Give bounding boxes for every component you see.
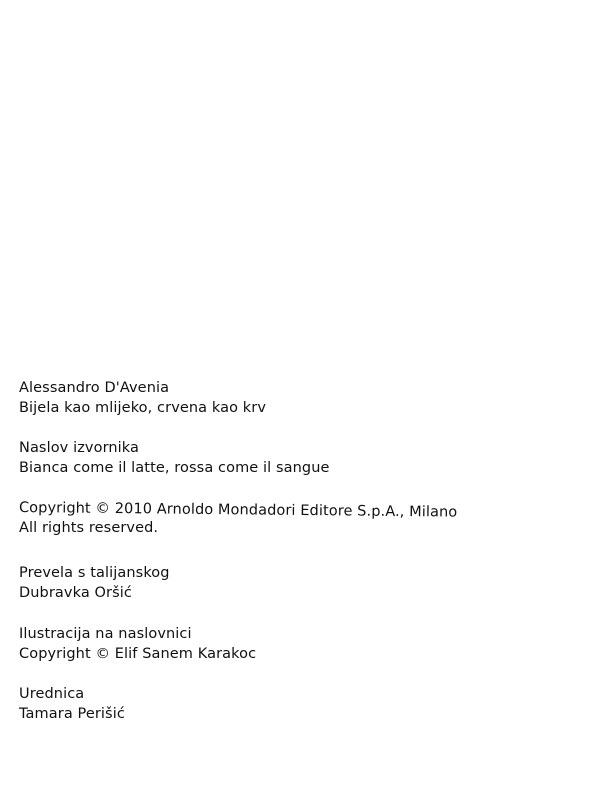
translation-block: [19, 563, 579, 603]
author-block: [19, 378, 579, 418]
editor-label: Urednica: [19, 686, 85, 702]
translation-label: Prevela s talijanskog: [19, 565, 170, 581]
cover-illustration-block: [19, 624, 579, 664]
author-name: Alessandro D'Avenia: [19, 380, 170, 396]
translated-title: Bijela kao mlijeko, crvena kao krv: [19, 400, 267, 416]
editor-name: Tamara Perišić: [19, 706, 125, 722]
original-title-value: Bianca come il latte, rossa come il sangue: [19, 460, 330, 476]
copyright-notice: Copyright © 2010 Arnoldo Mondadori Editore S.p.A., Milano: [18, 500, 458, 521]
copyright-block: [19, 498, 579, 538]
cover-illustration-label: Ilustracija na naslovnici: [19, 626, 192, 642]
translator-name: Dubravka Oršić: [19, 585, 132, 601]
rights-reserved: All rights reserved.: [19, 520, 159, 536]
cover-illustration-credit: Copyright © Elif Sanem Karakoc: [19, 646, 257, 662]
original-title-block: [19, 438, 579, 478]
editor-block: [19, 684, 579, 724]
original-title-label: Naslov izvornika: [19, 440, 140, 456]
